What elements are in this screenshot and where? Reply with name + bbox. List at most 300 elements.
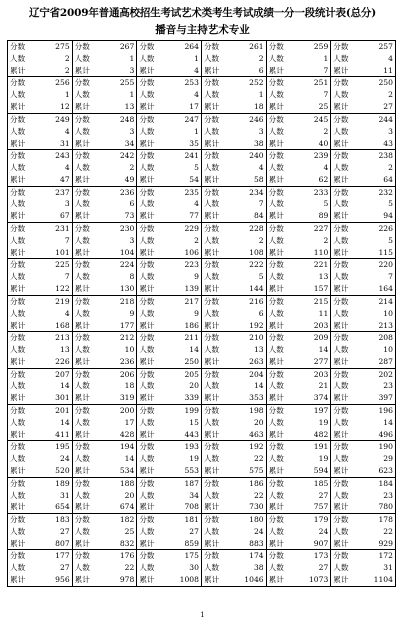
count-value: 10 [124,345,135,355]
table-row [8,296,396,332]
score-label: 分数 [203,187,220,197]
count-label: 人数 [10,381,26,391]
cell-score-line [204,406,264,417]
cell-score-line [75,115,135,126]
score-label: 分数 [74,78,90,88]
score-label: 分数 [139,296,155,306]
score-value: 257 [378,42,393,51]
cell-count-line [139,236,199,247]
cell-score-line [204,42,264,53]
count-value: 34 [189,490,199,500]
count-label: 人数 [203,526,220,536]
count-value: 2 [323,235,329,245]
cum-value: 122 [55,284,70,294]
cum-value: 104 [119,247,135,257]
count-label: 人数 [139,490,155,500]
cell-score-line [333,515,393,526]
score-label: 分数 [333,478,349,488]
cum-value: 89 [318,211,329,221]
table-row [8,41,396,77]
score-label: 分数 [333,405,349,415]
score-label: 分数 [74,333,90,343]
cell-score-line [10,224,70,235]
cum-label: 累计 [268,320,284,330]
count-value: 4 [64,308,70,318]
score-value: 204 [249,369,264,379]
count-value: 6 [129,199,135,209]
cum-label: 累计 [203,138,220,148]
cell-cum-line [269,357,329,368]
cum-value: 77 [189,211,199,221]
score-label: 分数 [203,478,220,488]
cell-cum-line [204,466,264,477]
count-value: 20 [124,490,135,500]
cell-cum-line [10,321,70,332]
count-label: 人数 [74,90,90,100]
cell-score-line [10,151,70,162]
cell-count-line [10,345,70,356]
cum-value: 780 [378,502,393,512]
cell-count-line [333,127,393,138]
score-label: 分数 [10,442,26,452]
count-value: 14 [383,417,393,427]
score-label: 分数 [74,369,90,379]
score-label: 分数 [74,296,90,306]
score-value: 230 [119,223,135,233]
cell-score-line [75,151,135,162]
cum-label: 累计 [268,538,284,548]
cell-score-line [75,224,135,235]
score-label: 分数 [10,151,26,161]
score-value: 173 [313,551,329,561]
count-value: 24 [253,526,264,536]
table-cell [202,41,267,76]
count-label: 人数 [268,454,284,464]
score-label: 分数 [139,78,155,88]
cell-cum-line [75,139,135,150]
table-cell [202,296,267,331]
count-label: 人数 [333,526,349,536]
cell-count-line [10,272,70,283]
count-value: 27 [189,526,199,536]
score-value: 206 [119,369,135,379]
cum-value: 108 [249,247,264,257]
cell-cum-line [269,466,329,477]
cell-score-line [10,406,70,417]
cell-count-line [139,309,199,320]
table-cell [8,150,73,185]
cell-count-line [139,527,199,538]
count-value: 9 [194,308,199,318]
cell-count-line [75,199,135,210]
cum-value: 859 [184,538,199,548]
cum-value: 575 [249,466,264,476]
score-value: 249 [55,114,70,124]
score-value: 261 [249,42,264,51]
cum-value: 287 [378,356,393,366]
score-label: 分数 [333,187,349,197]
table-cell [137,441,202,476]
count-value: 25 [124,526,135,536]
cell-cum-line [75,321,135,332]
count-value: 19 [318,417,329,427]
cum-label: 累计 [10,356,26,366]
cell-cum-line [75,502,135,513]
table-cell [73,369,138,404]
cum-label: 累计 [333,211,349,221]
cell-cum-line [269,393,329,404]
cell-score-line [204,442,264,453]
count-value: 2 [323,126,329,136]
score-value: 237 [55,187,70,197]
count-label: 人数 [74,199,90,209]
table-cell [202,369,267,404]
cum-value: 101 [55,247,70,257]
score-label: 分数 [268,296,284,306]
cell-cum-line [10,284,70,295]
score-label: 分数 [268,42,284,51]
score-label: 分数 [203,296,220,306]
cell-count-line [75,272,135,283]
cum-value: 1104 [373,575,393,585]
cum-label: 累计 [203,538,220,548]
count-value: 19 [189,454,199,464]
cell-cum-line [333,284,393,295]
cum-value: 6 [258,65,264,75]
score-label: 分数 [74,260,90,270]
table-cell [137,41,202,76]
cum-label: 累计 [333,174,349,184]
cell-count-line [10,418,70,429]
cell-score-line [139,188,199,199]
cell-cum-line [139,502,199,513]
cell-cum-line [10,102,70,113]
cum-label: 累计 [268,138,284,148]
score-value: 217 [184,296,199,306]
table-cell [73,259,138,294]
cum-value: 11 [383,65,393,75]
cum-label: 累计 [333,65,349,75]
cum-value: 73 [124,211,135,221]
cell-count-line [269,90,329,101]
cum-value: 374 [313,393,329,403]
table-cell [8,332,73,367]
cell-score-line [139,224,199,235]
cell-count-line [269,309,329,320]
table-cell [137,187,202,222]
cell-cum-line [75,357,135,368]
cum-value: 192 [249,320,264,330]
score-value: 187 [184,478,199,488]
cell-cum-line [269,539,329,550]
cell-count-line [75,127,135,138]
cell-count-line [139,54,199,65]
cell-count-line [269,163,329,174]
cell-count-line [333,418,393,429]
cum-label: 累计 [139,320,155,330]
count-label: 人数 [74,490,90,500]
cell-count-line [204,345,264,356]
count-label: 人数 [203,381,220,391]
score-label: 分数 [139,333,155,343]
count-value: 5 [258,272,264,282]
cum-label: 累计 [74,138,90,148]
score-value: 194 [119,442,135,452]
cell-score-line [75,479,135,490]
cell-count-line [333,90,393,101]
score-value: 210 [249,333,264,343]
cum-label: 累计 [203,211,220,221]
cell-cum-line [204,502,264,513]
table-cell [267,223,332,258]
score-value: 231 [55,223,70,233]
cum-label: 累计 [333,247,349,257]
count-label: 人数 [203,454,220,464]
cell-score-line [269,42,329,53]
count-label: 人数 [74,526,90,536]
cell-count-line [139,381,199,392]
cum-label: 累计 [10,502,26,512]
table-cell [8,514,73,549]
score-label: 分数 [10,333,26,343]
score-value: 212 [119,333,135,343]
cell-score-line [204,551,264,562]
score-value: 177 [55,551,70,561]
table-cell [8,550,73,585]
cum-label: 累计 [74,65,90,75]
score-label: 分数 [74,442,90,452]
score-label: 分数 [139,369,155,379]
score-value: 179 [313,515,329,525]
cum-value: 115 [378,247,393,257]
cum-label: 累计 [74,320,90,330]
cum-label: 累计 [139,538,155,548]
cell-count-line [204,199,264,210]
score-value: 176 [119,551,135,561]
score-value: 226 [378,223,393,233]
table-cell [73,187,138,222]
cum-label: 累计 [333,393,349,403]
cell-cum-line [10,575,70,586]
cum-value: 353 [249,393,264,403]
table-cell [73,114,138,149]
cell-score-line [333,188,393,199]
cell-cum-line [204,393,264,404]
table-cell [202,441,267,476]
score-label: 分数 [268,187,284,197]
cell-score-line [139,333,199,344]
count-value: 22 [253,454,264,464]
cell-count-line [204,163,264,174]
count-label: 人数 [10,163,26,173]
cell-cum-line [75,284,135,295]
cum-label: 累计 [74,102,90,112]
cell-score-line [269,115,329,126]
cum-label: 累计 [203,429,220,439]
cell-count-line [333,381,393,392]
count-label: 人数 [74,563,90,573]
cum-value: 139 [184,284,199,294]
table-cell [202,259,267,294]
cell-cum-line [139,393,199,404]
cum-value: 27 [383,102,393,112]
cell-cum-line [333,539,393,550]
cell-score-line [139,442,199,453]
cell-count-line [75,454,135,465]
table-cell [137,369,202,404]
score-label: 分数 [139,442,155,452]
score-label: 分数 [10,42,26,51]
cum-label: 累计 [333,429,349,439]
score-label: 分数 [268,369,284,379]
cell-cum-line [269,284,329,295]
score-label: 分数 [203,551,220,561]
cell-cum-line [10,248,70,259]
cell-score-line [10,188,70,199]
score-label: 分数 [268,78,284,88]
score-label: 分数 [203,333,220,343]
count-value: 7 [388,272,393,282]
score-value: 196 [378,405,393,415]
cum-value: 411 [55,429,70,439]
cell-count-line [333,491,393,502]
cell-cum-line [269,139,329,150]
cum-value: 236 [119,356,135,366]
cell-cum-line [333,502,393,513]
cum-label: 累计 [203,284,220,294]
cell-cum-line [139,430,199,441]
score-distribution-table [7,40,396,587]
score-label: 分数 [268,260,284,270]
count-value: 5 [323,199,329,209]
cum-value: 496 [378,429,393,439]
cell-cum-line [10,175,70,186]
score-label: 分数 [333,260,349,270]
cell-score-line [10,515,70,526]
score-value: 184 [378,478,393,488]
cum-label: 累计 [10,65,26,75]
cell-count-line [269,127,329,138]
count-value: 13 [318,272,329,282]
table-cell [73,223,138,258]
count-value: 9 [194,272,199,282]
count-label: 人数 [333,563,349,573]
score-value: 191 [313,442,329,452]
cell-count-line [10,491,70,502]
table-cell [202,114,267,149]
table-cell [331,332,396,367]
cell-score-line [139,479,199,490]
cell-count-line [139,163,199,174]
score-label: 分数 [10,296,26,306]
score-value: 228 [249,223,264,233]
cell-cum-line [333,211,393,222]
cum-value: 58 [253,174,264,184]
score-label: 分数 [268,151,284,161]
cum-value: 277 [313,356,329,366]
score-label: 分数 [333,551,349,561]
table-cell [267,332,332,367]
cell-score-line [333,42,393,53]
table-row [8,187,396,223]
count-label: 人数 [268,163,284,173]
count-label: 人数 [139,199,155,209]
cell-score-line [333,224,393,235]
cum-label: 累计 [74,466,90,476]
cum-value: 553 [184,466,199,476]
score-label: 分数 [268,551,284,561]
score-label: 分数 [74,405,90,415]
cell-count-line [75,418,135,429]
score-label: 分数 [74,223,90,233]
cell-count-line [10,236,70,247]
table-cell [137,114,202,149]
score-value: 236 [119,187,135,197]
count-value: 1 [129,53,135,63]
cell-score-line [204,224,264,235]
cell-count-line [204,381,264,392]
score-value: 203 [313,369,329,379]
count-label: 人数 [10,90,26,100]
score-value: 224 [119,260,135,270]
table-cell [267,441,332,476]
table-row [8,441,396,477]
table-cell [267,405,332,440]
cell-count-line [204,90,264,101]
score-value: 248 [119,114,135,124]
count-value: 1 [194,53,199,63]
cell-score-line [333,442,393,453]
cell-score-line [139,151,199,162]
cum-value: 1073 [308,575,329,585]
count-value: 27 [318,490,329,500]
table-row [8,478,396,514]
score-value: 234 [249,187,264,197]
count-value: 7 [323,90,329,100]
cell-score-line [75,260,135,271]
cell-cum-line [75,211,135,222]
count-value: 3 [388,126,393,136]
score-value: 193 [184,442,199,452]
cum-label: 累计 [268,102,284,112]
count-value: 29 [383,454,393,464]
count-value: 4 [64,163,70,173]
score-label: 分数 [333,151,349,161]
cell-score-line [333,406,393,417]
count-value: 1 [64,90,70,100]
cum-label: 累计 [333,138,349,148]
score-value: 250 [378,78,393,88]
count-value: 3 [64,199,70,209]
cell-count-line [269,527,329,538]
cum-value: 832 [119,538,135,548]
count-label: 人数 [333,199,349,209]
score-value: 208 [378,333,393,343]
cum-value: 31 [59,138,70,148]
table-cell [331,223,396,258]
score-value: 227 [313,223,329,233]
count-label: 人数 [139,308,155,318]
cell-cum-line [333,466,393,477]
score-value: 183 [55,515,70,525]
score-label: 分数 [10,515,26,525]
cell-score-line [269,479,329,490]
count-value: 5 [194,163,199,173]
cell-count-line [75,163,135,174]
cum-value: 978 [119,575,135,585]
cum-label: 累计 [333,102,349,112]
score-label: 分数 [333,515,349,525]
